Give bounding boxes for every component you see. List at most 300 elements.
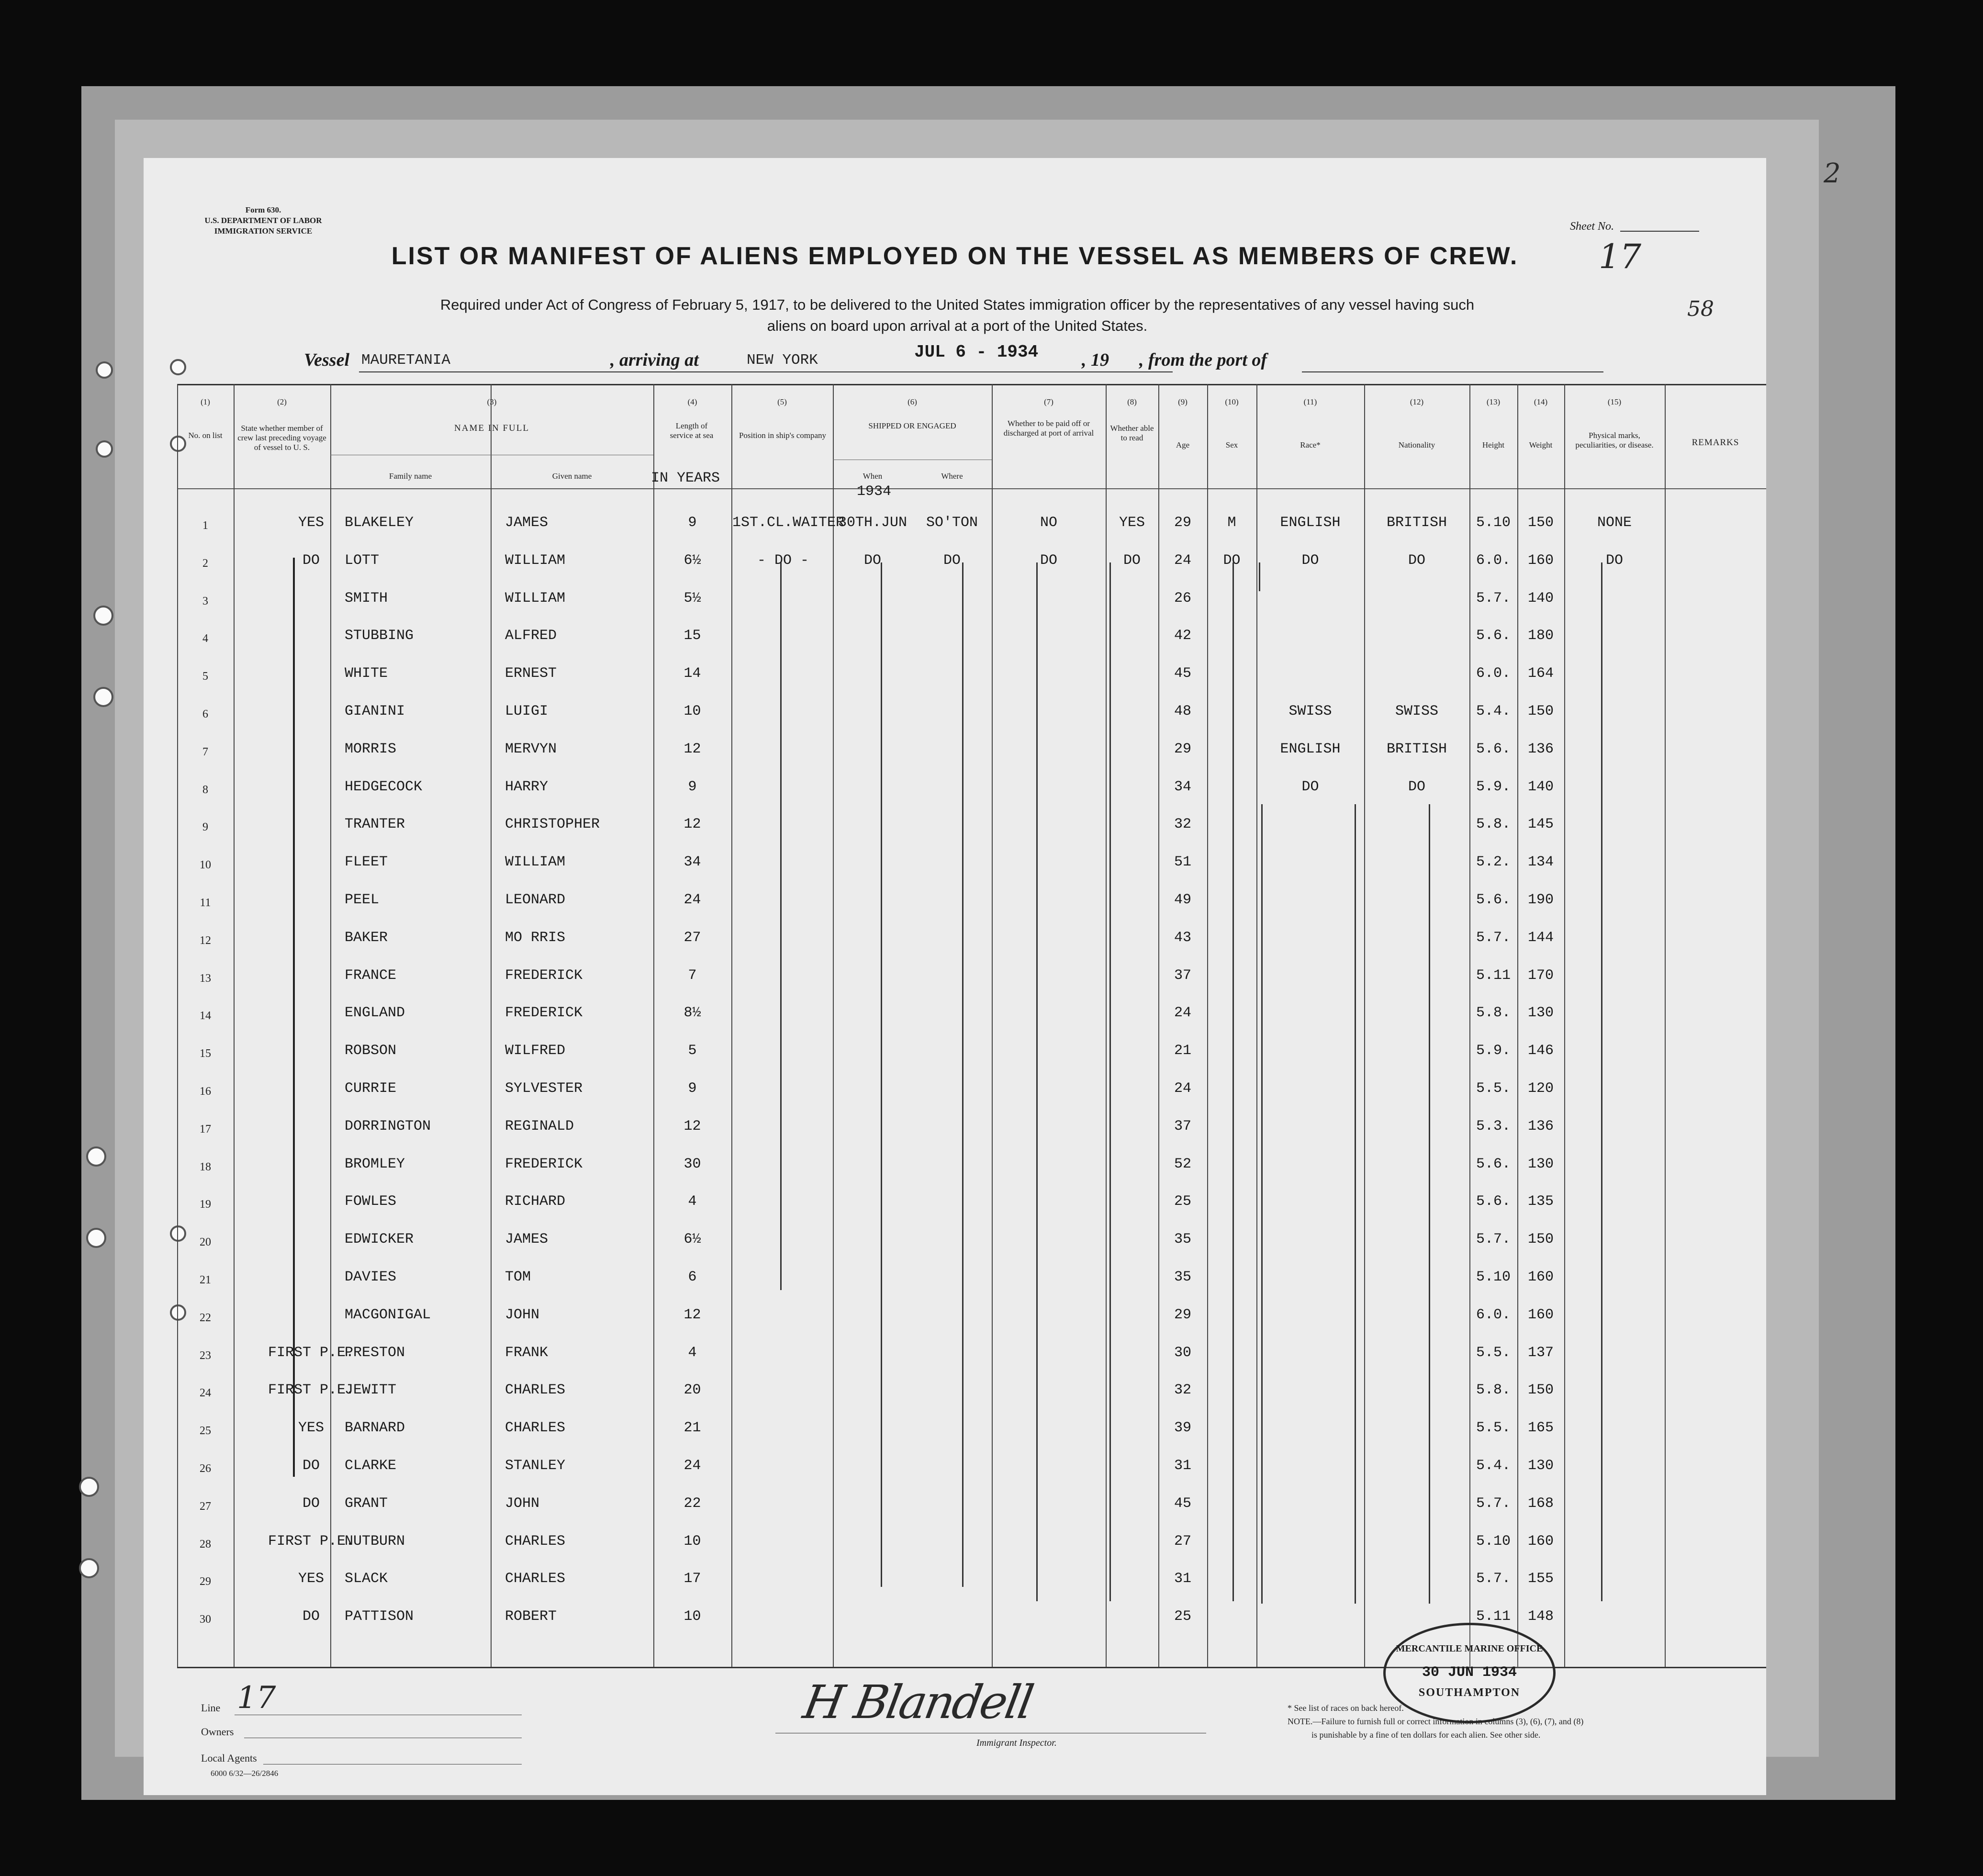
table-row <box>177 515 1766 552</box>
owners-label: Owners <box>201 1726 234 1738</box>
col12-header: Nationality <box>1398 440 1435 449</box>
cell-family: BARNARD <box>345 1420 405 1436</box>
cell-service: 12 <box>683 741 701 757</box>
cell-family: DORRINGTON <box>345 1118 431 1135</box>
col7-number: (7) <box>1044 397 1053 406</box>
cell-weight: 130 <box>1527 1005 1554 1021</box>
col6-header: SHIPPED OR ENGAGED <box>868 421 956 430</box>
cell-age: 24 <box>1174 552 1191 569</box>
cell-height: 5.4. <box>1476 1458 1511 1474</box>
ditto-line <box>780 562 782 1290</box>
cell-height: 5.11 <box>1476 967 1511 984</box>
cell-height: 5.8. <box>1476 1382 1511 1398</box>
col13-number: (13) <box>1486 397 1501 406</box>
cell-given: FREDERICK <box>505 1156 583 1172</box>
cell-given: WILLIAM <box>505 854 566 870</box>
cell-height: 5.5. <box>1476 1080 1511 1097</box>
year-label: , 19 <box>1082 350 1109 370</box>
cell-nationality: BRITISH <box>1386 741 1447 757</box>
table-row <box>177 703 1766 741</box>
binder-hole <box>79 1558 99 1578</box>
cell-state: FIRST P.E. <box>268 1382 355 1398</box>
cell-given: JOHN <box>505 1307 540 1323</box>
vessel-name: MAURETANIA <box>361 352 451 369</box>
cell-height: 5.5. <box>1476 1345 1511 1361</box>
table-row <box>177 892 1766 929</box>
binder-hole <box>170 359 186 375</box>
cell-height: 5.11 <box>1476 1608 1511 1625</box>
arrival-date-stamp: JUL 6 - 1934 <box>914 342 1039 362</box>
cell-family: DAVIES <box>345 1269 397 1285</box>
cell-state: FIRST P.E. <box>268 1533 355 1550</box>
inspector-signature: H Blandell <box>799 1675 1036 1729</box>
cell-given: JAMES <box>505 1231 549 1247</box>
cell-marks: DO <box>1605 552 1623 569</box>
table-row <box>177 1307 1766 1344</box>
cell-family: SLACK <box>345 1571 388 1587</box>
row-number: 20 <box>200 1236 211 1248</box>
inspector-label: Immigrant Inspector. <box>976 1738 1057 1748</box>
ditto-line <box>1259 562 1260 591</box>
table-row <box>177 967 1766 1005</box>
page-title: LIST OR MANIFEST OF ALIENS EMPLOYED ON THE VESSEL AS MEMBERS OF CREW. <box>391 242 1519 270</box>
cell-height: 5.6. <box>1476 1193 1511 1210</box>
cell-given: HARRY <box>505 779 549 795</box>
table-row <box>177 741 1766 778</box>
col9-number: (9) <box>1178 397 1188 406</box>
cell-family: LOTT <box>345 552 380 569</box>
cell-family: CLARKE <box>345 1458 397 1474</box>
cell-age: 34 <box>1174 779 1191 795</box>
cell-given: LEONARD <box>505 892 566 908</box>
cell-race: ENGLISH <box>1280 741 1341 757</box>
cell-age: 43 <box>1174 930 1191 946</box>
cell-family: JEWITT <box>345 1382 397 1398</box>
cell-given: JAMES <box>505 515 549 531</box>
table-row <box>177 930 1766 967</box>
cell-family: BROMLEY <box>345 1156 405 1172</box>
arrival-port: NEW YORK <box>747 352 818 369</box>
cell-service: 4 <box>688 1345 697 1361</box>
cell-service: 24 <box>683 1458 701 1474</box>
cell-given: JOHN <box>505 1495 540 1512</box>
col7-header: Whether to be paid off or discharged at port of arrival <box>1003 419 1094 438</box>
cell-given: TOM <box>505 1269 531 1285</box>
cell-given: ERNEST <box>505 665 557 682</box>
cell-service: 20 <box>683 1382 701 1398</box>
cell-weight: 150 <box>1527 703 1554 719</box>
cell-age: 24 <box>1174 1080 1191 1097</box>
ditto-line <box>881 562 882 1587</box>
cell-given: FREDERICK <box>505 1005 583 1021</box>
cell-where: SO'TON <box>926 515 978 531</box>
table-row <box>177 1005 1766 1042</box>
where-header: Where <box>941 472 963 481</box>
binder-hole <box>86 1228 106 1248</box>
cell-weight: 160 <box>1527 1269 1554 1285</box>
cell-given: MO RRIS <box>505 930 566 946</box>
family-name-header: Family name <box>389 472 432 481</box>
cell-weight: 160 <box>1527 1307 1554 1323</box>
cell-race: SWISS <box>1288 703 1332 719</box>
cell-height: 5.4. <box>1476 703 1511 719</box>
col6-number: (6) <box>907 397 917 406</box>
row-number: 29 <box>200 1575 211 1588</box>
cell-family: GRANT <box>345 1495 388 1512</box>
subtitle-line-1: Required under Act of Congress of February 5, 1917, to be delivered to the United States immigration officer by the representatives of any vessel having such <box>440 296 1475 313</box>
cell-given: CHARLES <box>505 1420 566 1436</box>
col3-number: (3) <box>487 397 497 406</box>
mercantile-marine-stamp <box>1383 1623 1556 1723</box>
cell-height: 5.6. <box>1476 892 1511 908</box>
cell-state: DO <box>302 1495 320 1512</box>
ditto-line <box>1601 562 1602 1601</box>
cell-weight: 170 <box>1527 967 1554 984</box>
cell-family: TRANTER <box>345 816 405 832</box>
cell-state: YES <box>298 515 324 531</box>
cell-height: 5.10 <box>1476 1533 1511 1550</box>
cell-service: 5½ <box>683 590 701 607</box>
cell-family: ENGLAND <box>345 1005 405 1021</box>
cell-height: 5.8. <box>1476 1005 1511 1021</box>
cell-nationality: BRITISH <box>1386 515 1447 531</box>
col3-header: NAME IN FULL <box>454 423 529 433</box>
cell-service: 9 <box>688 515 697 531</box>
col10-header: Sex <box>1225 440 1238 449</box>
table-row <box>177 665 1766 703</box>
cell-age: 37 <box>1174 1118 1191 1135</box>
row-number: 15 <box>200 1047 211 1060</box>
cell-height: 6.0. <box>1476 1307 1511 1323</box>
cell-height: 5.6. <box>1476 741 1511 757</box>
cell-given: CHARLES <box>505 1533 566 1550</box>
cell-given: FREDERICK <box>505 967 583 984</box>
ditto-line <box>1429 804 1430 1604</box>
col12-number: (12) <box>1410 397 1424 406</box>
table-row <box>177 1382 1766 1419</box>
stamp-date: 30 JUN 1934 <box>1422 1664 1517 1681</box>
row-number: 16 <box>200 1085 211 1098</box>
cell-family: HEDGECOCK <box>345 779 423 795</box>
cell-weight: 144 <box>1527 930 1554 946</box>
binder-hole <box>86 1146 106 1167</box>
cell-given: FRANK <box>505 1345 549 1361</box>
binder-hole <box>79 1477 99 1497</box>
cell-age: 52 <box>1174 1156 1191 1172</box>
table-row <box>177 1420 1766 1457</box>
cell-weight: 140 <box>1527 779 1554 795</box>
cell-paid: NO <box>1040 515 1057 531</box>
row-number: 23 <box>200 1349 211 1362</box>
row-number: 17 <box>200 1123 211 1135</box>
cell-given: ALFRED <box>505 628 557 644</box>
cell-weight: 130 <box>1527 1156 1554 1172</box>
cell-given: CHARLES <box>505 1382 566 1398</box>
row-number: 10 <box>200 859 211 871</box>
cell-weight: 136 <box>1527 741 1554 757</box>
print-code: 6000 6/32—26/2846 <box>211 1769 279 1778</box>
cell-marks: NONE <box>1597 515 1632 531</box>
table-row <box>177 1571 1766 1608</box>
cell-nationality: SWISS <box>1395 703 1438 719</box>
cell-nationality: DO <box>1408 779 1425 795</box>
cell-height: 5.7. <box>1476 1495 1511 1512</box>
cell-given: LUIGI <box>505 703 549 719</box>
table-row <box>177 1118 1766 1156</box>
cell-service: 6½ <box>683 1231 701 1247</box>
stamp-top-text: MERCANTILE MARINE OFFICE <box>1396 1643 1543 1654</box>
row-number: 28 <box>200 1538 211 1550</box>
cell-height: 5.7. <box>1476 1231 1511 1247</box>
row-number: 22 <box>200 1312 211 1324</box>
from-port-line <box>1302 371 1603 372</box>
ditto-line <box>293 558 295 1477</box>
cell-age: 30 <box>1174 1345 1191 1361</box>
row-number: 4 <box>202 632 208 645</box>
cell-family: PRESTON <box>345 1345 405 1361</box>
row-number: 26 <box>200 1462 211 1475</box>
given-name-header: Given name <box>552 472 592 481</box>
cell-state: DO <box>302 552 320 569</box>
ditto-line <box>962 562 963 1587</box>
cell-race: DO <box>1301 552 1319 569</box>
cell-age: 39 <box>1174 1420 1191 1436</box>
cell-family: NUTBURN <box>345 1533 405 1550</box>
cell-weight: 135 <box>1527 1193 1554 1210</box>
vessel-name-line <box>359 371 751 372</box>
row-number: 14 <box>200 1010 211 1022</box>
cell-age: 42 <box>1174 628 1191 644</box>
cell-service: 21 <box>683 1420 701 1436</box>
col8-header: Whether able to read <box>1110 424 1154 442</box>
row-number: 9 <box>202 821 208 833</box>
cell-weight: 150 <box>1527 1231 1554 1247</box>
cell-height: 6.0. <box>1476 552 1511 569</box>
col1-number: (1) <box>201 397 210 406</box>
cell-age: 48 <box>1174 703 1191 719</box>
subtitle-line-2: aliens on board upon arrival at a port of the United States. <box>767 317 1148 334</box>
cell-weight: 168 <box>1527 1495 1554 1512</box>
cell-family: FLEET <box>345 854 388 870</box>
sheet-number-label: Sheet No. <box>1570 220 1614 233</box>
cell-service: 12 <box>683 1118 701 1135</box>
cell-height: 5.7. <box>1476 1571 1511 1587</box>
row-number: 12 <box>200 934 211 947</box>
from-port-label: , from the port of <box>1139 350 1267 370</box>
col10-number: (10) <box>1225 397 1239 406</box>
line-label: Line <box>201 1702 221 1714</box>
table-row <box>177 628 1766 665</box>
table-row <box>177 1533 1766 1571</box>
cell-weight: 165 <box>1527 1420 1554 1436</box>
cell-service: 24 <box>683 892 701 908</box>
page-number-handwritten: 58 <box>1687 297 1714 321</box>
col4-number: (4) <box>687 397 697 406</box>
cell-race: ENGLISH <box>1280 515 1341 531</box>
department: U.S. DEPARTMENT OF LABOR <box>204 216 322 225</box>
cell-sex: DO <box>1223 552 1241 569</box>
ditto-line <box>1355 804 1356 1604</box>
cell-given: CHARLES <box>505 1571 566 1587</box>
binder-hole <box>96 361 113 379</box>
col8-number: (8) <box>1127 397 1137 406</box>
binder-hole <box>93 606 113 626</box>
cell-age: 32 <box>1174 1382 1191 1398</box>
table-row <box>177 1495 1766 1533</box>
cell-age: 49 <box>1174 892 1191 908</box>
table-row <box>177 779 1766 816</box>
cell-height: 5.10 <box>1476 515 1511 531</box>
table-row <box>177 1345 1766 1382</box>
cell-weight: 160 <box>1527 552 1554 569</box>
cell-family: PEEL <box>345 892 380 908</box>
cell-family: ROBSON <box>345 1043 397 1059</box>
cell-age: 29 <box>1174 515 1191 531</box>
table-row <box>177 1193 1766 1231</box>
row-number: 6 <box>202 708 208 720</box>
cell-weight: 190 <box>1527 892 1554 908</box>
table-row <box>177 1043 1766 1080</box>
cell-age: 31 <box>1174 1458 1191 1474</box>
cell-age: 24 <box>1174 1005 1191 1021</box>
cell-given: STANLEY <box>505 1458 566 1474</box>
cell-height: 5.9. <box>1476 779 1511 795</box>
cell-weight: 145 <box>1527 816 1554 832</box>
vessel-label: Vessel <box>304 350 349 370</box>
col13-header: Height <box>1482 440 1505 449</box>
subtitle <box>287 294 1627 337</box>
col2-header: State whether member of crew last preceding voyage of vessel to U. S. <box>237 424 326 452</box>
cell-family: BAKER <box>345 930 388 946</box>
service-unit: IN YEARS <box>651 470 720 486</box>
cell-position: 1ST.CL.WAITER <box>732 515 845 531</box>
cell-service: 34 <box>683 854 701 870</box>
cell-position: - DO - <box>757 552 809 569</box>
cell-service: 27 <box>683 930 701 946</box>
cell-when: DO <box>863 552 881 569</box>
cell-service: 17 <box>683 1571 701 1587</box>
row-number: 18 <box>200 1161 211 1173</box>
manifest-sheet <box>144 158 1766 1795</box>
line-number-handwritten: 17 <box>237 1680 276 1716</box>
col1-header: No. on list <box>188 431 223 440</box>
cell-age: 32 <box>1174 816 1191 832</box>
stamp-bottom-text: SOUTHAMPTON <box>1418 1686 1521 1699</box>
cell-service: 9 <box>688 779 697 795</box>
row-number: 24 <box>200 1387 211 1399</box>
cell-given: REGINALD <box>505 1118 574 1135</box>
form-number: Form 630. <box>245 205 281 214</box>
cell-age: 29 <box>1174 741 1191 757</box>
cell-service: 10 <box>683 1533 701 1550</box>
cell-service: 12 <box>683 816 701 832</box>
cell-service: 12 <box>683 1307 701 1323</box>
col14-header: Weight <box>1529 440 1553 449</box>
cell-service: 5 <box>688 1043 697 1059</box>
cell-service: 9 <box>688 1080 697 1097</box>
cell-family: FOWLES <box>345 1193 397 1210</box>
cell-weight: 160 <box>1527 1533 1554 1550</box>
table-row <box>177 590 1766 628</box>
row-number: 19 <box>200 1198 211 1211</box>
cell-weight: 146 <box>1527 1043 1554 1059</box>
table-row <box>177 1231 1766 1269</box>
cell-weight: 148 <box>1527 1608 1554 1625</box>
cell-family: MACGONIGAL <box>345 1307 431 1323</box>
cell-height: 6.0. <box>1476 665 1511 682</box>
row-number: 3 <box>202 595 208 607</box>
ditto-line <box>1232 562 1234 1601</box>
cell-weight: 134 <box>1527 854 1554 870</box>
cell-height: 5.6. <box>1476 628 1511 644</box>
cell-family: MORRIS <box>345 741 397 757</box>
cell-age: 27 <box>1174 1533 1191 1550</box>
cell-nationality: DO <box>1408 552 1425 569</box>
cell-read: DO <box>1123 552 1141 569</box>
local-agents-label: Local Agents <box>201 1752 257 1764</box>
cell-weight: 150 <box>1527 515 1554 531</box>
cell-state: YES <box>298 1571 324 1587</box>
cell-family: CURRIE <box>345 1080 397 1097</box>
sheet-number-handwritten: 17 <box>1599 237 1642 276</box>
col11-number: (11) <box>1303 397 1317 406</box>
arrival-date-line <box>890 371 1173 372</box>
cell-age: 21 <box>1174 1043 1191 1059</box>
cell-state: YES <box>298 1420 324 1436</box>
col2-number: (2) <box>277 397 287 406</box>
col5-header: Position in ship's company <box>739 431 827 440</box>
table-row <box>177 1458 1766 1495</box>
cell-age: 25 <box>1174 1193 1191 1210</box>
binder-hole <box>96 440 113 458</box>
row-number: 25 <box>200 1425 211 1437</box>
cell-height: 5.3. <box>1476 1118 1511 1135</box>
row-number: 5 <box>202 670 208 683</box>
cell-given: WILLIAM <box>505 590 566 607</box>
cell-age: 29 <box>1174 1307 1191 1323</box>
ditto-line <box>1261 804 1263 1604</box>
col15-header: Physical marks, peculiarities, or disease. <box>1575 431 1654 449</box>
col14-number: (14) <box>1534 397 1548 406</box>
cell-weight: 155 <box>1527 1571 1554 1587</box>
penalty-note-line-2: is punishable by a fine of ten dollars for each alien. See other side. <box>1311 1730 1541 1740</box>
cell-family: SMITH <box>345 590 388 607</box>
cell-height: 5.7. <box>1476 590 1511 607</box>
cell-height: 5.2. <box>1476 854 1511 870</box>
table-row <box>177 854 1766 891</box>
row-number: 27 <box>200 1500 211 1513</box>
service: IMMIGRATION SERVICE <box>214 226 313 236</box>
cell-height: 5.7. <box>1476 930 1511 946</box>
binder-hole <box>93 687 113 707</box>
cell-when: 30TH.JUN <box>838 515 907 531</box>
cell-paid: DO <box>1040 552 1057 569</box>
cell-family: GIANINI <box>345 703 405 719</box>
cell-where: DO <box>943 552 961 569</box>
cell-service: 4 <box>688 1193 697 1210</box>
cell-age: 26 <box>1174 590 1191 607</box>
table-top-border <box>177 384 1766 385</box>
penalty-note-line-1: NOTE.—Failure to furnish full or correct information in columns (3), (6), (7), and (8) <box>1288 1717 1584 1726</box>
table-row <box>177 1080 1766 1118</box>
table-row <box>177 552 1766 590</box>
cell-state: FIRST P.E. <box>268 1345 355 1361</box>
cell-age: 45 <box>1174 1495 1191 1512</box>
cell-given: WILFRED <box>505 1043 566 1059</box>
cell-given: MERVYN <box>505 741 557 757</box>
races-note: * See list of races on back hereof. <box>1288 1703 1404 1713</box>
cell-given: ROBERT <box>505 1608 557 1625</box>
